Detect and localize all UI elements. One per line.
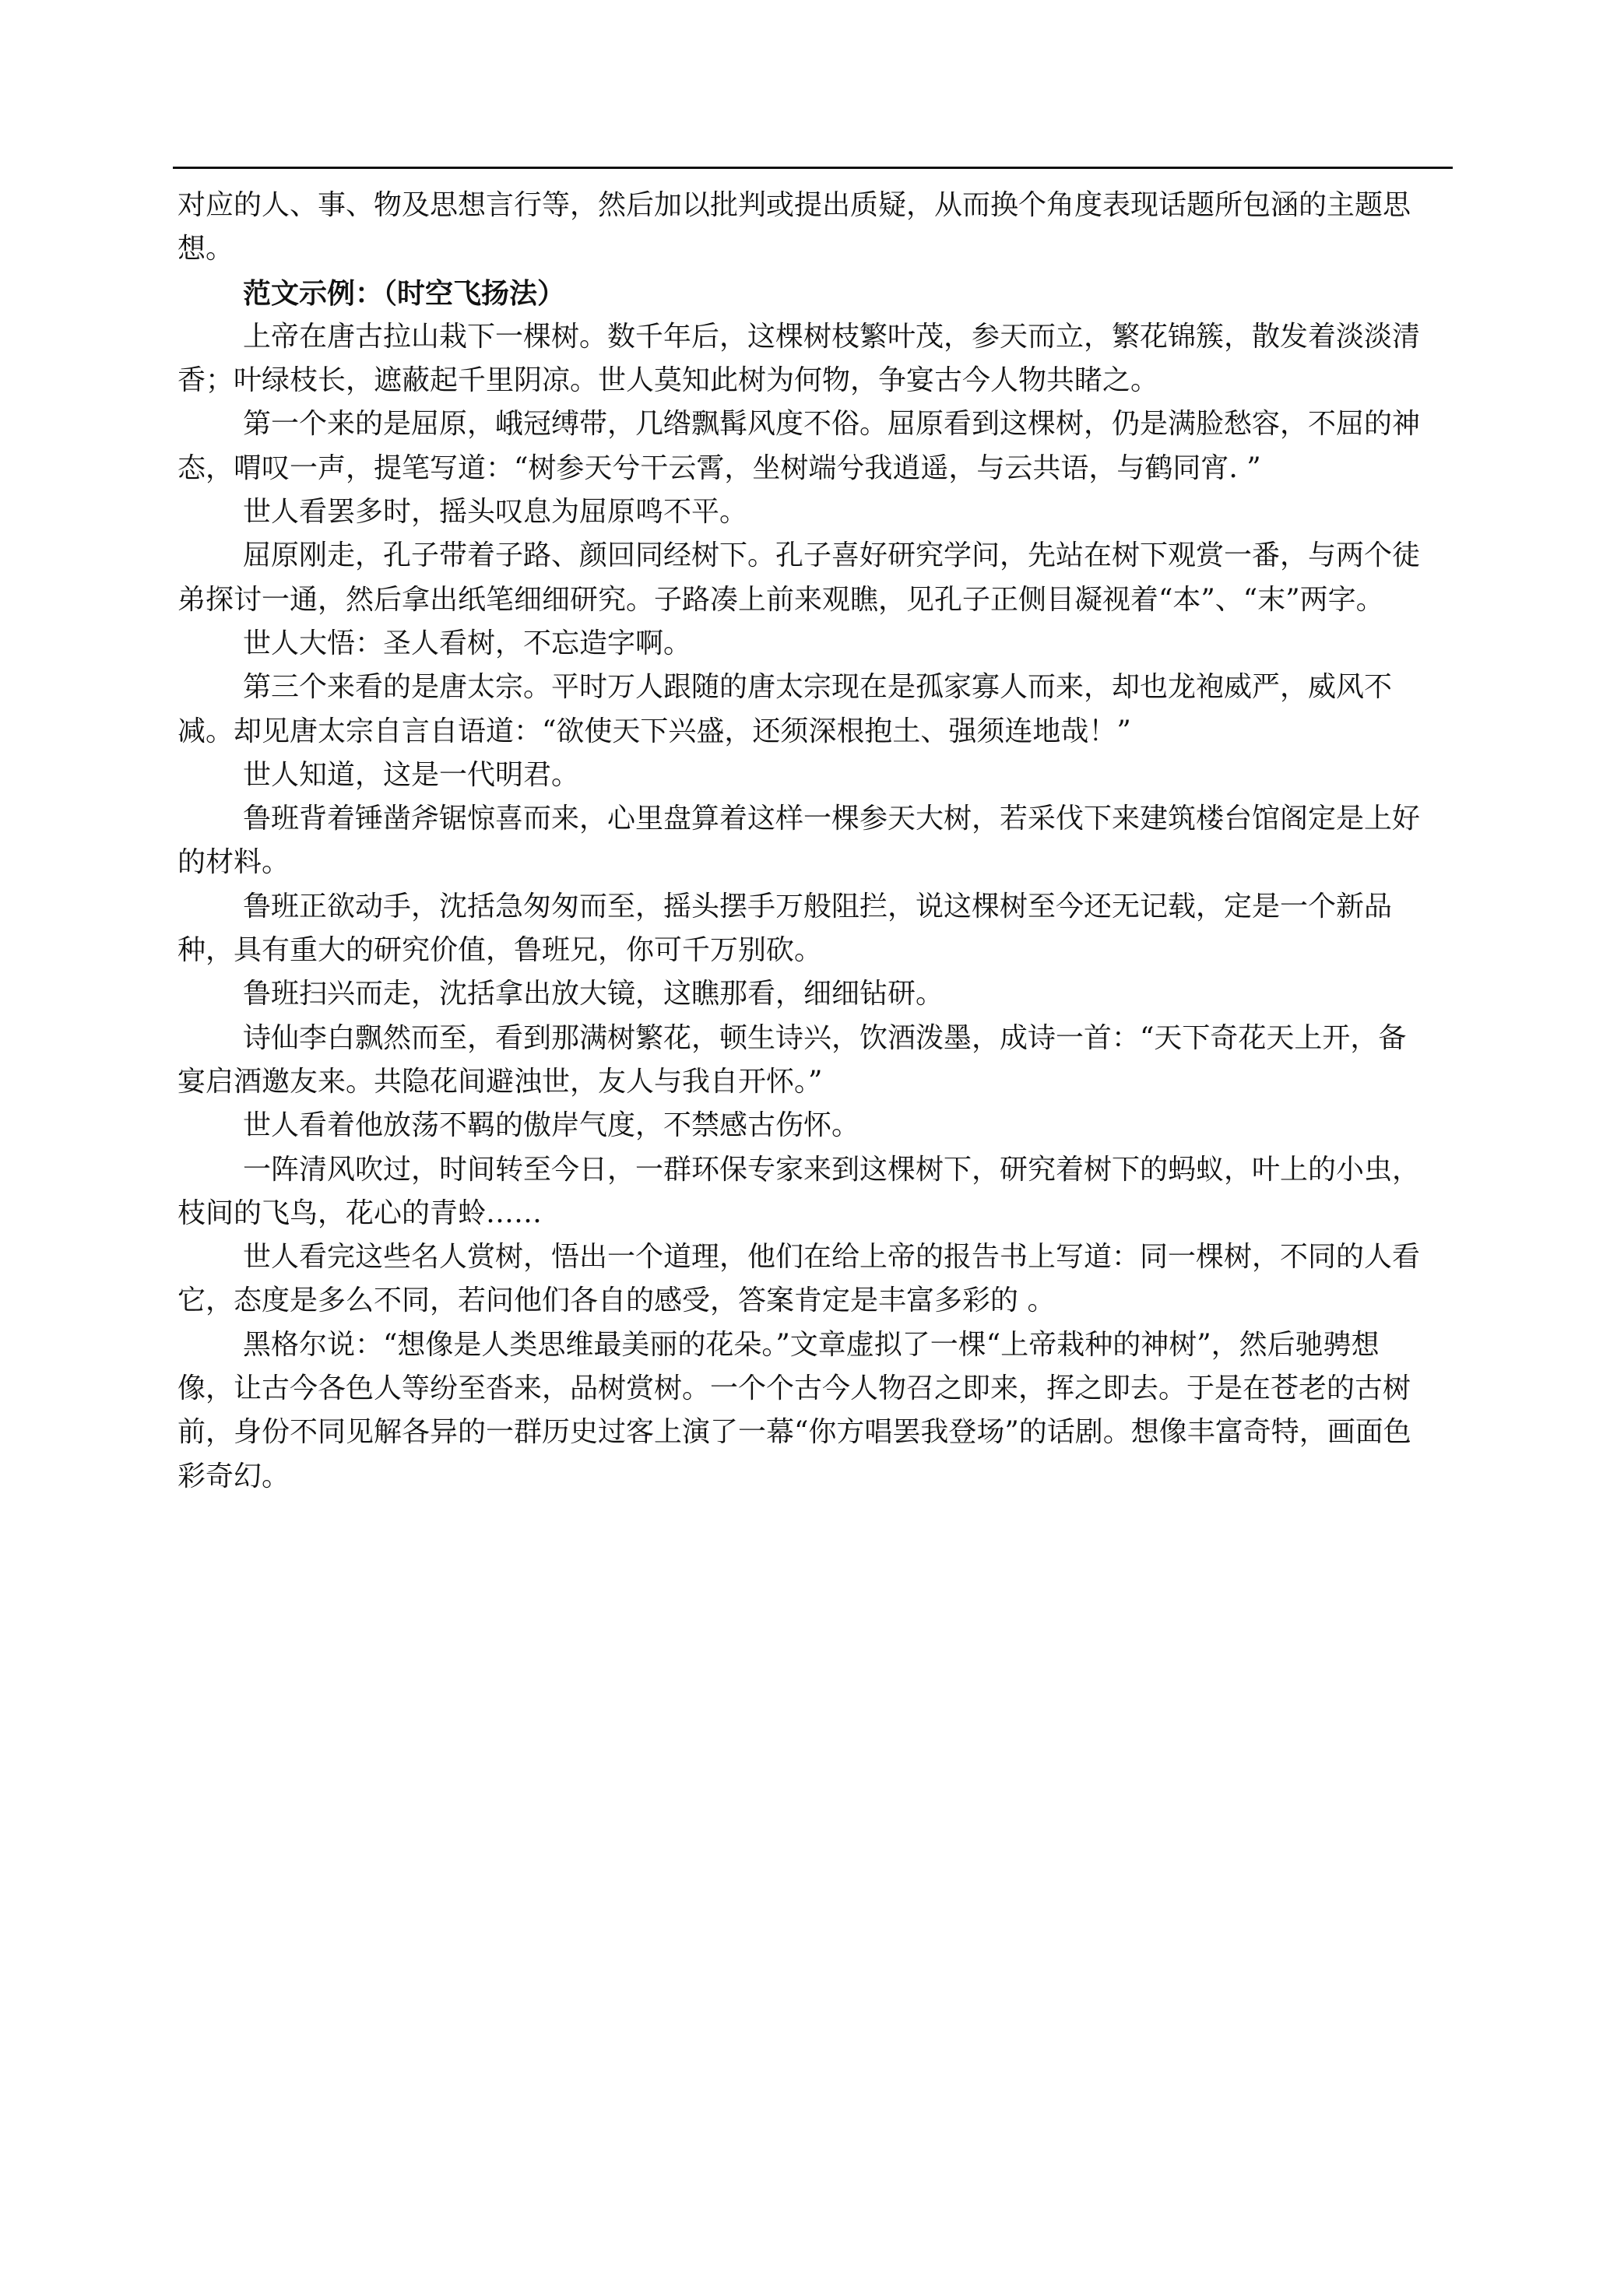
paragraph: 鲁班正欲动手，沈括急匆匆而至，摇头摆手万般阻拦，说这棵树至今还无记载，定是一个新品种，具有重大的研究价值，鲁班兄，你可千万别砍。 [178, 890, 1393, 967]
document-body [178, 184, 1423, 1499]
paragraph: 世人看完这些名人赏树，悟出一个道理，他们在给上帝的报告书上写道：同一棵树，不同的人看它，态度是多么不同，若问他们各自的感受，答案肯定是丰富多彩的 。 [178, 1241, 1421, 1317]
paragraph: 屈原刚走，孔子带着子路、颜回同经树下。孔子喜好研究学问，先站在树下观赏一番，与两个徒弟探讨一通，然后拿出纸笔细细研究。子路凑上前来观瞧，见孔子正侧目凝视着“本”、“末”两字。 [178, 539, 1421, 616]
paragraph: 诗仙李白飘然而至，看到那满树繁花，顿生诗兴，饮酒泼墨，成诗一首：“天下奇花天上开，备宴启酒邀友来。共隐花间避浊世，友人与我自开怀。” [178, 1021, 1407, 1098]
paragraph: 世人看罢多时，摇头叹息为屈原鸣不平。 [243, 496, 748, 529]
paragraph: 上帝在唐古拉山栽下一棵树。数千年后，这棵树枝繁叶茂，参天而立，繁花锦簇，散发着淡淡清香；叶绿枝长，遮蔽起千里阴凉。世人莫知此树为何物，争宴古今人物共睹之。 [178, 320, 1421, 397]
paragraph: 世人知道，这是一代明君。 [243, 758, 580, 791]
paragraph: 第一个来的是屈原，峨冠缚带，几绺飘髯风度不俗。屈原看到这棵树，仍是满脸愁容，不屈的神态，喟叹一声，提笔写道：“树参天兮干云霄，坐树端兮我逍遥，与云共语，与鹤同宵. ” [178, 408, 1421, 484]
paragraph-continuation: 对应的人、事、物及思想言行等，然后加以批判或提出质疑，从而换个角度表现话题所包涵的主题思想。 [178, 189, 1411, 265]
paragraph: 鲁班背着锤凿斧锯惊喜而来，心里盘算着这样一棵参天大树，若采伐下来建筑楼台馆阁定是上好的材料。 [178, 803, 1421, 879]
paragraph-commentary: 黑格尔说：“想像是人类思维最美丽的花朵。”文章虚拟了一棵“上帝栽种的神树”，然后驰骋想像，让古今各色人等纷至沓来，品树赏树。一个个古今人物召之即来，挥之即去。于是在苍老的古树前，身份不同见解各异的一群历史过客上演了一幕“你方唱罢我登场”的话剧。想像丰富奇特，画面色彩奇幻。 [178, 1328, 1411, 1492]
paragraph: 一阵清风吹过，时间转至今日，一群环保专家来到这棵树下，研究着树下的蚂蚁，叶上的小虫，枝间的飞鸟，花心的青蛉…… [178, 1153, 1421, 1229]
paragraph: 世人看着他放荡不羁的傲岸气度，不禁感古伤怀。 [243, 1109, 860, 1142]
header-rule [173, 167, 1453, 169]
paragraph: 第三个来看的是唐太宗。平时万人跟随的唐太宗现在是孤家寡人而来，却也龙袍威严，威风不减。却见唐太宗自言自语道：“欲使天下兴盛，还须深根抱土、强须连地哉！” [178, 671, 1393, 747]
paragraph: 鲁班扫兴而走，沈括拿出放大镜，这瞧那看，细细钻研。 [243, 978, 944, 1010]
paragraph: 世人大悟：圣人看树，不忘造字啊。 [243, 627, 692, 659]
section-heading: 范文示例：（时空飞扬法） [243, 276, 566, 310]
